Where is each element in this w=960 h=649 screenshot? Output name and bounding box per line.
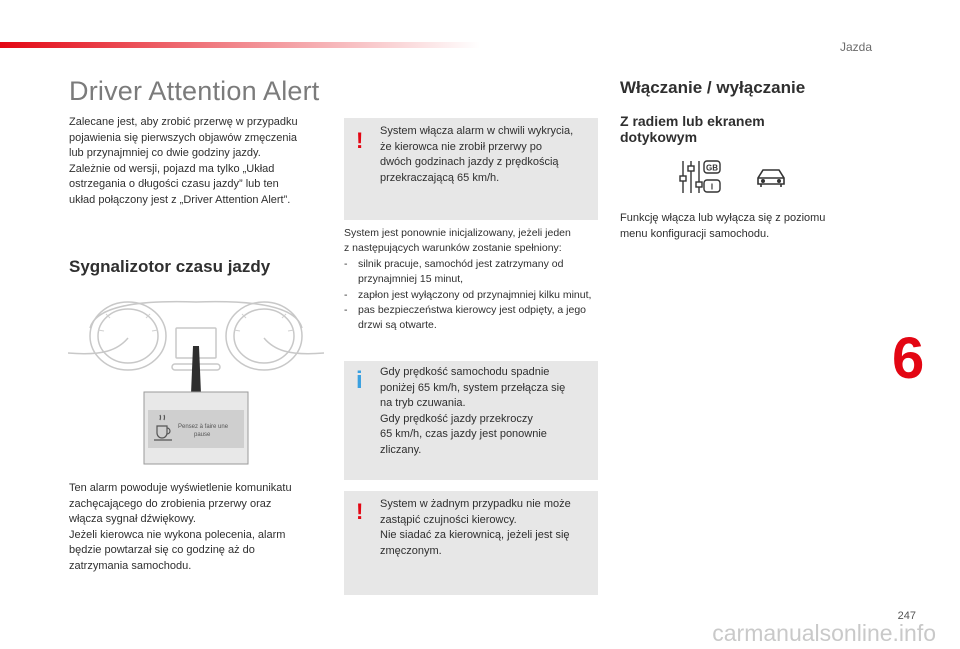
intro-line: ostrzegania o długości czasu jazdy” lub ten — [69, 178, 279, 191]
info-text: Gdy prędkość samochodu spadnie poniżej 65 km/h, system przełącza się na tryb czuwania. Gdy prędkość jazdy przekroczy 65 km/h, czas jazdy jest ponownie zliczany. — [380, 366, 566, 456]
alarm-paragraph — [69, 481, 339, 575]
intro-line: pojawienia się pierwszych objawów zmęczenia — [69, 131, 298, 144]
subtitle-radio-touchscreen: Z radiem lub ekranem dotykowym — [620, 113, 765, 145]
chapter-number: 6 — [892, 326, 925, 391]
info-icon: i — [356, 367, 363, 394]
body-line: włącza sygnał dźwiękowy. — [69, 513, 196, 526]
list-item: - silnik pracuje, samochód jest zatrzymany od przynajmniej 15 minut, — [344, 257, 606, 288]
on-off-instructions: Funkcję włącza lub wyłącza się z poziomu menu konfiguracji samochodu. — [620, 212, 826, 240]
settings-icons — [678, 158, 790, 196]
car-icon — [758, 170, 784, 187]
page-title: Driver Attention Alert — [69, 76, 320, 106]
header-accent-bar — [0, 42, 480, 48]
subtitle-driving-time: Sygnalizotor czasu jazdy — [69, 257, 271, 276]
list-item: - zapłon jest wyłączony od przynajmniej kilku minut, — [344, 288, 606, 303]
warning-text: System włącza alarm w chwili wykrycia, że kierowca nie zrobił przerwy po dwóch godzinach jazdy z prędkością przekraczającą 65 km/h. — [380, 125, 574, 184]
info-badge: I — [710, 182, 714, 192]
intro-line: Zalecane jest, aby zrobić przerwę w przypadku — [69, 116, 298, 128]
intro-line: lub przynajmniej co dwie godziny jazdy. — [69, 147, 261, 160]
intro-line: Zależnie od wersji, pojazd ma tylko „Układ — [69, 162, 275, 175]
subtitle-on-off: Włączanie / wyłączanie — [620, 78, 806, 97]
reset-conditions: System jest ponownie inicjalizowany, jeżeli jeden z następujących warunków zostanie spełniony: - silnik pracuje, samochód jest zatrzymany od przynajmniej 15 minut, - zapłon jest wyłączony od przynajmniej kilku minut, - pas bezpieczeństwa kierowcy jest odpięty, a jego drzwi są otwarte. — [344, 226, 606, 334]
body-line: Jeżeli kierowca nie wykona polecenia, alarm — [69, 528, 286, 541]
display-message-line: pause — [194, 432, 211, 438]
list-item: - pas bezpieczeństwa kierowcy jest odpięty, a jego drzwi są otwarte. — [344, 303, 606, 334]
intro-paragraph — [69, 115, 339, 209]
page-number: 247 — [897, 610, 916, 622]
section-label: Jazda — [839, 40, 872, 54]
watermark: carmanualsonline.info — [712, 620, 936, 646]
body-line: zatrzymania samochodu. — [69, 559, 192, 572]
warning-icon: ! — [356, 499, 364, 524]
warning-icon: ! — [356, 128, 364, 153]
body-line: Ten alarm powoduje wyświetlenie komunikatu — [69, 482, 292, 494]
language-badge: GB — [706, 163, 718, 173]
info-box-standby — [344, 361, 598, 480]
intro-line: układ połączony jest z „Driver Attention Alert”. — [69, 193, 291, 206]
warning-box-vigilance — [344, 491, 598, 595]
conditions-list — [344, 257, 606, 334]
warning-box-alarm — [344, 118, 598, 220]
display-message-line: Pensez à faire une — [178, 424, 229, 430]
instrument-cluster-illustration — [68, 298, 324, 468]
warning-text: System w żadnym przypadku nie może zastąpić czujności kierowcy. Nie siadać za kierownicą, jeżeli jest się zmęczonym. — [380, 498, 571, 557]
body-line: będzie powtarzał się co godzinę aż do — [69, 544, 255, 557]
body-line: zachęcającego do zrobienia przerwy oraz — [69, 497, 272, 510]
